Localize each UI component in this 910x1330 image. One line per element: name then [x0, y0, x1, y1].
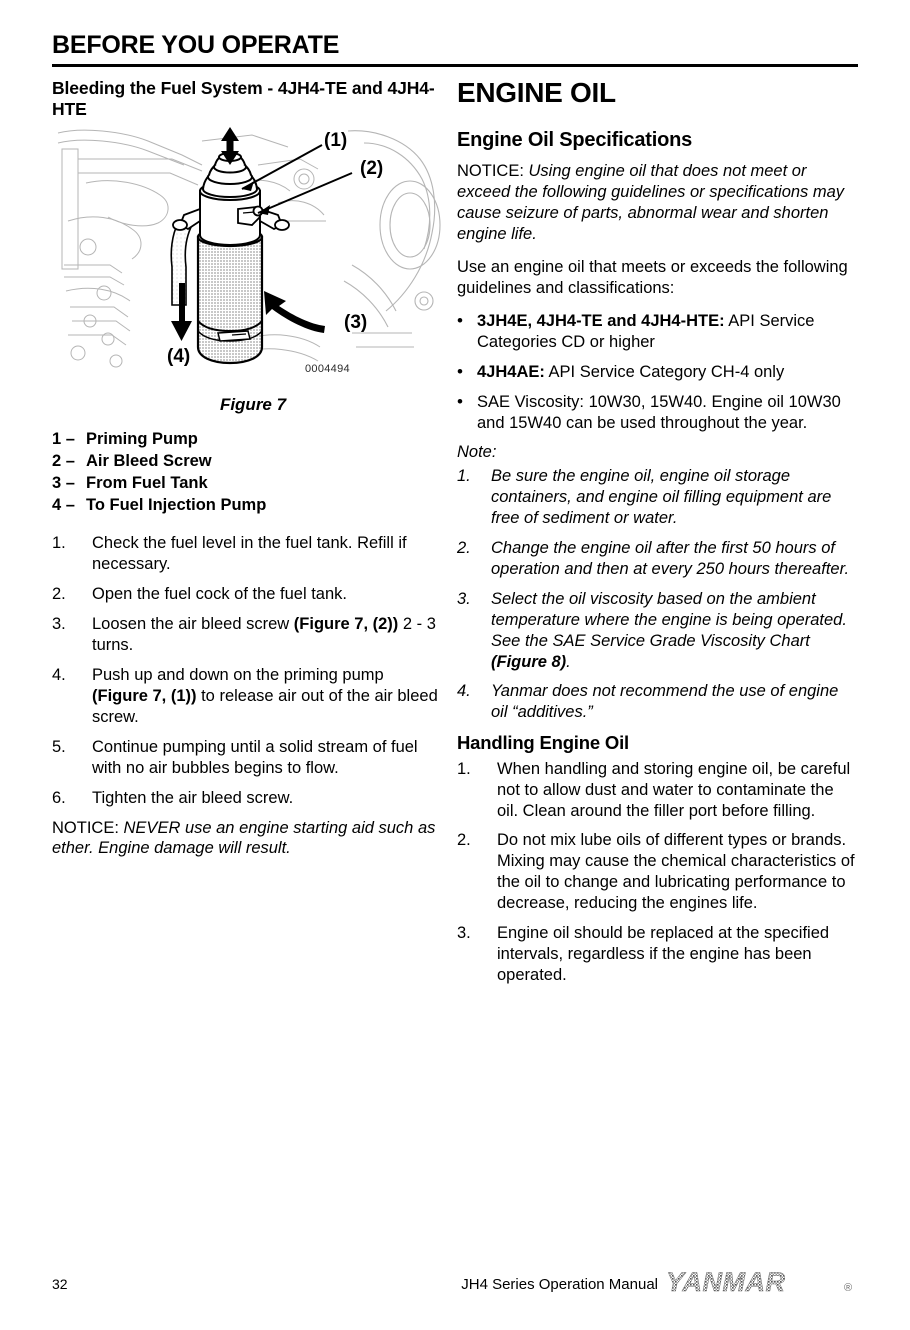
list-item-marker: 1. — [457, 466, 471, 485]
figure-image-id: 0004494 — [305, 363, 350, 376]
section-heading-bleeding-fuel-system: Bleeding the Fuel System - 4JH4-TE and 4JH4-HTE — [52, 78, 435, 119]
text-run: (Figure 7, (2)) — [293, 614, 399, 633]
figure-callout-3: (3) — [344, 312, 368, 334]
list-item-marker: 5. — [52, 737, 66, 756]
text-run: Open the fuel cock of the fuel tank. — [92, 584, 347, 603]
notice-body: NEVER use an engine starting aid such as ether. Engine damage will result. — [52, 818, 436, 858]
figure-caption: Figure 7 — [219, 395, 287, 415]
page-footer — [52, 1268, 858, 1302]
text-run: Check the fuel level in the fuel tank. Refill if necessary. — [92, 534, 407, 573]
list-item-text — [92, 665, 442, 728]
specs-intro-text: Use an engine oil that meets or exceeds the following guidelines and classifications: — [457, 258, 848, 298]
text-run: Engine oil should be replaced at the specified intervals, regardless if the engine has been operated. — [497, 924, 830, 985]
list-item — [52, 737, 442, 779]
list-item-text — [477, 362, 857, 383]
page-number: 32 — [52, 1276, 68, 1292]
list-item-text — [497, 759, 857, 822]
legend-label: Air Bleed Screw — [86, 452, 212, 471]
text-run: Be sure the engine oil, engine oil storage containers, and engine oil filling equipment are free of sediment or water. — [491, 466, 832, 527]
yanmar-wordmark — [666, 1266, 858, 1298]
list-item — [457, 759, 857, 822]
list-item-text — [92, 737, 442, 779]
fuel-filter-diagram — [52, 125, 442, 393]
bullet-icon: • — [457, 311, 463, 331]
figure-callout-1: (1) — [324, 130, 348, 152]
legend-label: From Fuel Tank — [86, 474, 208, 493]
text-run: Yanmar does not recommend the use of engine oil “additives.” — [491, 682, 839, 722]
list-item — [52, 614, 442, 656]
text-run: SAE Viscosity: 10W30, 15W40. Engine oil 10W30 and 15W40 can be used throughout the year. — [477, 392, 841, 432]
notice-label: NOTICE: — [457, 162, 524, 181]
text-run: Loosen the air bleed screw — [92, 614, 294, 633]
list-item-text — [92, 614, 442, 656]
list-item-text — [92, 584, 442, 605]
list-item — [457, 311, 857, 353]
list-item — [52, 533, 442, 575]
text-run: API Service Categories CD or higher — [477, 312, 815, 352]
list-item-text — [491, 589, 857, 673]
legend-item — [52, 473, 442, 495]
legend-item — [52, 451, 442, 473]
heading-handling-engine-oil: Handling Engine Oil — [457, 732, 629, 754]
list-item — [457, 681, 857, 723]
text-run: Continue pumping until a solid stream of fuel with no air bubbles begins to flow. — [92, 737, 418, 777]
list-item-text — [491, 538, 857, 580]
svg-text:YANMAR: YANMAR — [666, 1267, 786, 1297]
left-column — [52, 78, 442, 871]
list-item-marker: 1. — [52, 534, 66, 553]
bullet-icon: • — [457, 391, 463, 411]
notice-label: NOTICE: — [52, 818, 119, 837]
oil-spec-bullet-list — [457, 311, 857, 434]
list-item — [457, 923, 857, 986]
figure-legend — [52, 429, 442, 517]
running-header — [52, 32, 858, 62]
figure-7 — [52, 125, 442, 393]
text-run: Tighten the air bleed screw. — [92, 788, 294, 807]
list-item-text — [477, 311, 857, 353]
list-item-marker: 4. — [52, 665, 66, 684]
list-item-marker: 2. — [52, 584, 66, 603]
text-run: . — [566, 652, 571, 671]
yanmar-logo — [666, 1266, 858, 1298]
list-item-text — [497, 830, 857, 914]
list-item-text — [92, 533, 442, 575]
list-item-text — [491, 466, 857, 529]
list-item-marker: 1. — [457, 759, 471, 778]
text-run: 2 - 3 turns. — [92, 614, 436, 654]
list-item-marker: 3. — [52, 614, 66, 633]
legend-number: 2 – — [52, 452, 75, 471]
text-run: Do not mix lube oils of different types or brands. Mixing may cause the chemical characteristics of the oil to change and lubricating performance to decrease, reducing the engines life. — [497, 831, 855, 913]
figure-callout-2: (2) — [360, 158, 384, 180]
legend-item — [52, 429, 442, 451]
figure-callout-4: (4) — [167, 346, 191, 368]
list-item-marker: 2. — [457, 831, 471, 850]
legend-label: Priming Pump — [86, 430, 198, 449]
heading-engine-oil-specifications: Engine Oil Specifications — [457, 129, 693, 152]
text-run: Select the oil viscosity based on the ambient temperature where the engine is being operated. See the SAE Service Grade Viscosity Chart — [491, 589, 847, 650]
legend-number: 4 – — [52, 496, 75, 515]
handling-engine-oil-list — [457, 759, 857, 987]
notice-engine-oil-spec — [457, 161, 857, 245]
text-run: 4JH4AE: — [477, 363, 545, 382]
list-item-text — [477, 392, 857, 434]
bullet-icon: • — [457, 362, 463, 382]
text-run: Change the engine oil after the first 50 hours of operation and then at every 250 hours thereafter. — [491, 538, 850, 578]
list-item-marker: 4. — [457, 682, 471, 701]
legend-number: 3 – — [52, 474, 75, 493]
list-item — [457, 466, 857, 529]
chapter-heading-engine-oil: ENGINE OIL — [457, 77, 616, 108]
list-item-marker: 3. — [457, 589, 471, 608]
text-run: 3JH4E, 4JH4-TE and 4JH4-HTE: — [477, 312, 725, 331]
notice-starting-aid — [52, 818, 442, 860]
page-title: BEFORE YOU OPERATE — [52, 31, 340, 59]
text-run: When handling and storing engine oil, be careful not to allow dust and water to contaminate the oil. Clean around the filler port before filling. — [497, 759, 851, 820]
list-item — [52, 665, 442, 728]
engine-oil-notes-list — [457, 466, 857, 723]
list-item — [457, 392, 857, 434]
list-item-marker: 6. — [52, 788, 66, 807]
text-run: Push up and down on the priming pump — [92, 665, 384, 684]
list-item-marker: 3. — [457, 924, 471, 943]
list-item — [457, 538, 857, 580]
text-run: (Figure 7, (1)) — [92, 686, 197, 705]
list-item — [457, 589, 857, 673]
legend-label: To Fuel Injection Pump — [86, 496, 267, 515]
manual-title: JH4 Series Operation Manual — [461, 1276, 658, 1293]
svg-text:®: ® — [844, 1282, 853, 1294]
right-column — [457, 78, 857, 995]
list-item-text — [491, 681, 857, 723]
legend-number: 1 – — [52, 430, 75, 449]
notice-body: Using engine oil that does not meet or exceed the following guidelines or specifications may cause seizure of parts, abnormal wear and shorten engine life. — [457, 162, 845, 244]
text-run: to release air out of the air bleed screw. — [92, 686, 438, 726]
list-item — [52, 584, 442, 605]
list-item-text — [497, 923, 857, 986]
text-run: API Service Category CH-4 only — [544, 363, 785, 382]
header-divider — [52, 64, 858, 67]
list-item — [52, 788, 442, 809]
list-item — [457, 362, 857, 383]
text-run: (Figure 8) — [491, 652, 567, 671]
list-item-marker: 2. — [457, 538, 471, 557]
legend-item — [52, 495, 442, 517]
note-label: Note: — [457, 442, 497, 461]
list-item-text — [92, 788, 442, 809]
bleeding-procedure-list — [52, 533, 442, 808]
list-item — [457, 830, 857, 914]
